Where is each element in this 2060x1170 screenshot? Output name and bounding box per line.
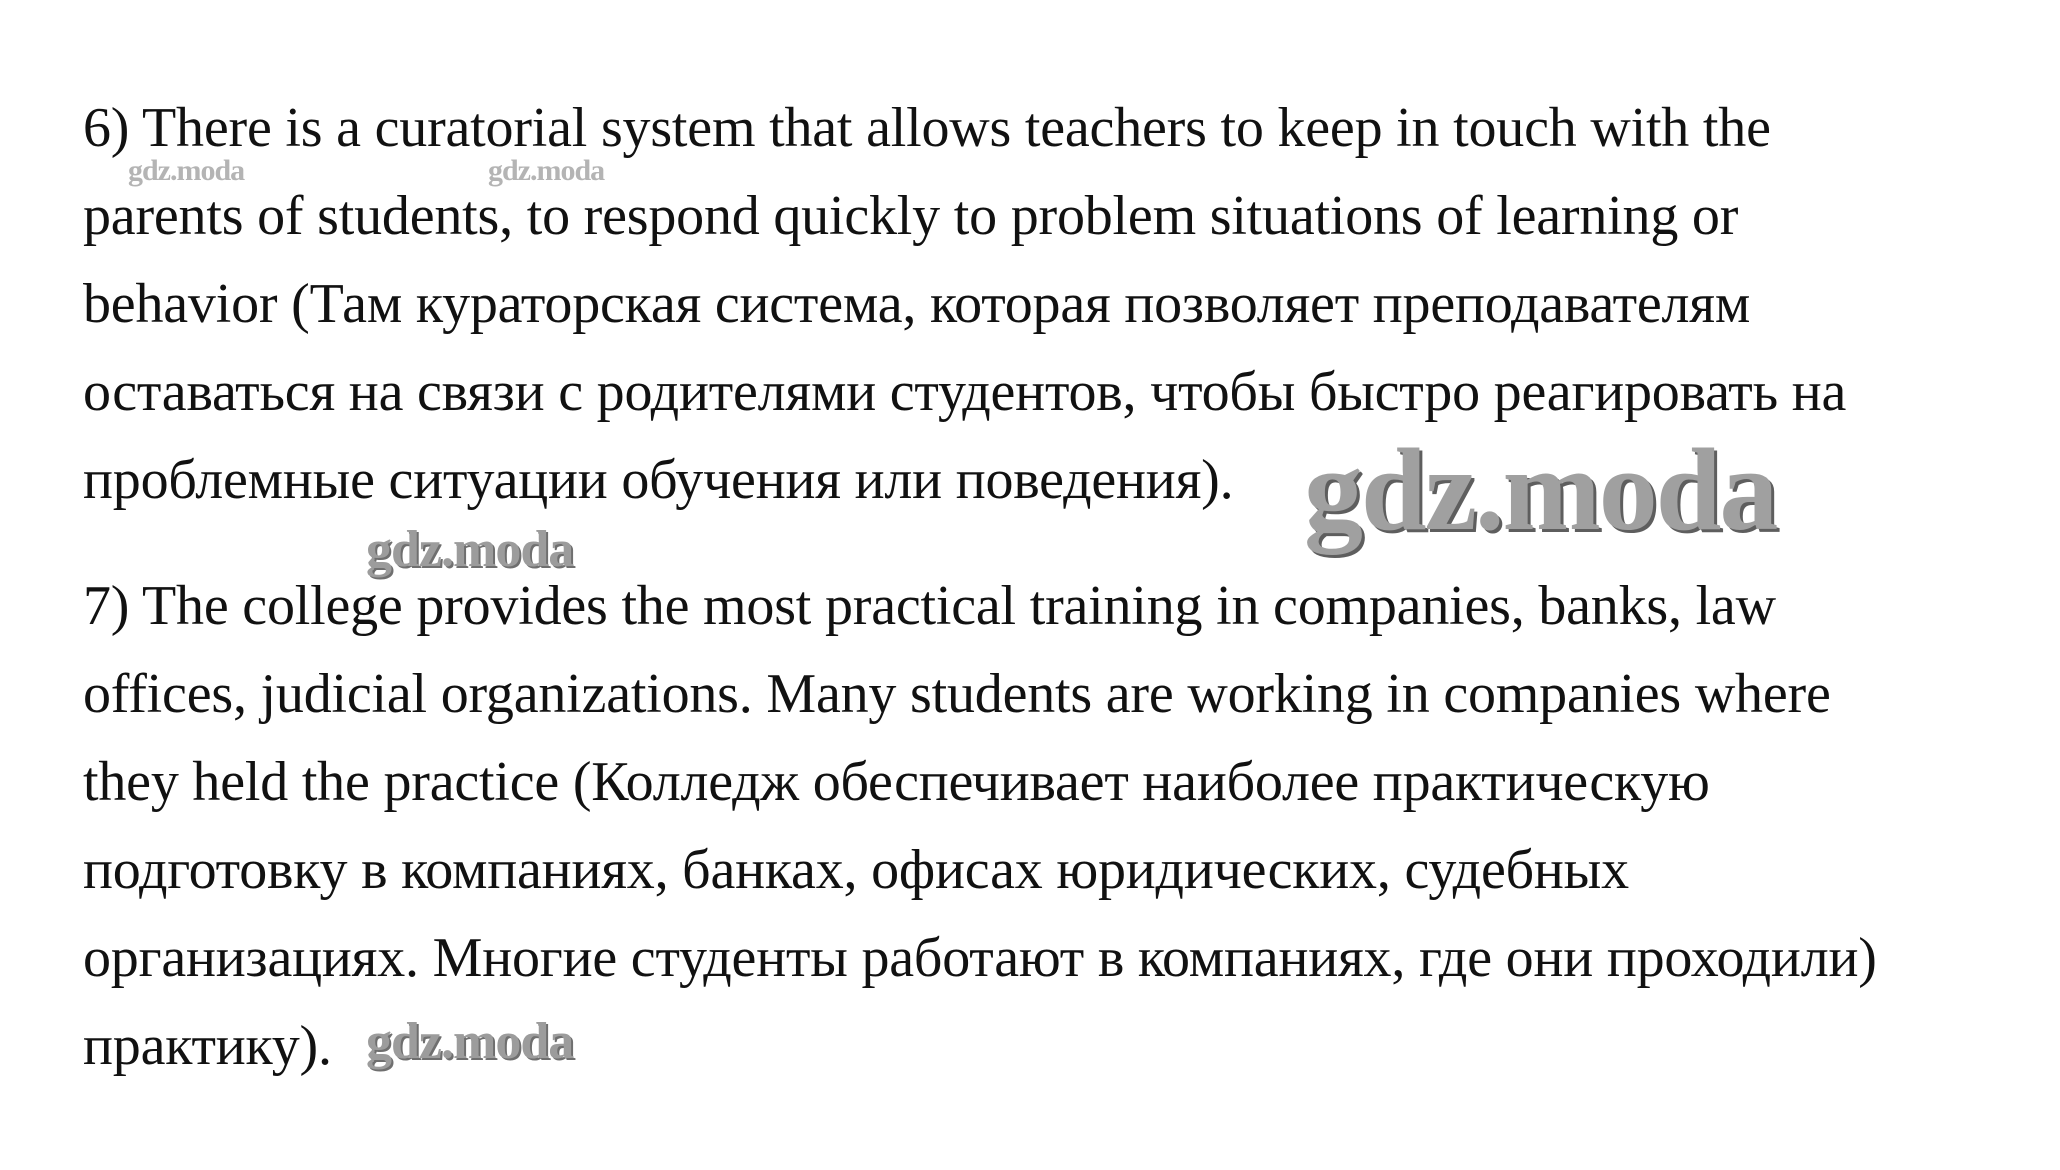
item7-line-5: организациях. Многие студенты работают в компаниях, где они проходили)	[83, 927, 1877, 989]
item7-line-4: подготовку в компаниях, банках, офисах юридических, судебных	[83, 839, 1629, 901]
item6-line-5: проблемные ситуации обучения или поведения).	[83, 449, 1234, 511]
watermark-mid-1: gdz.moda	[366, 521, 574, 578]
item6-line-4: оставаться на связи с родителями студентов, чтобы быстро реагировать на	[83, 361, 1847, 423]
item6-line-3: behavior (Там кураторская система, которая позволяет преподавателям	[83, 273, 1751, 335]
watermark-small-2: gdz.moda	[488, 154, 605, 187]
watermark-small-1: gdz.moda	[128, 154, 245, 187]
watermark-mid-2: gdz.moda	[366, 1013, 574, 1070]
item7-line-2: offices, judicial organizations. Many students are working in companies where	[83, 663, 1831, 725]
item6-line-1: 6) There is a curatorial system that allows teachers to keep in touch with the	[83, 97, 1771, 159]
item7-line-6: практику).	[83, 1015, 332, 1077]
item7-line-1: 7) The college provides the most practical training in companies, banks, law	[83, 575, 1776, 637]
item6-line-2: parents of students, to respond quickly to problem situations of learning or	[83, 185, 1739, 247]
item7-line-3: they held the practice (Колледж обеспечивает наиболее практическую	[83, 751, 1710, 813]
watermark-big: gdz.moda	[1304, 424, 1777, 555]
